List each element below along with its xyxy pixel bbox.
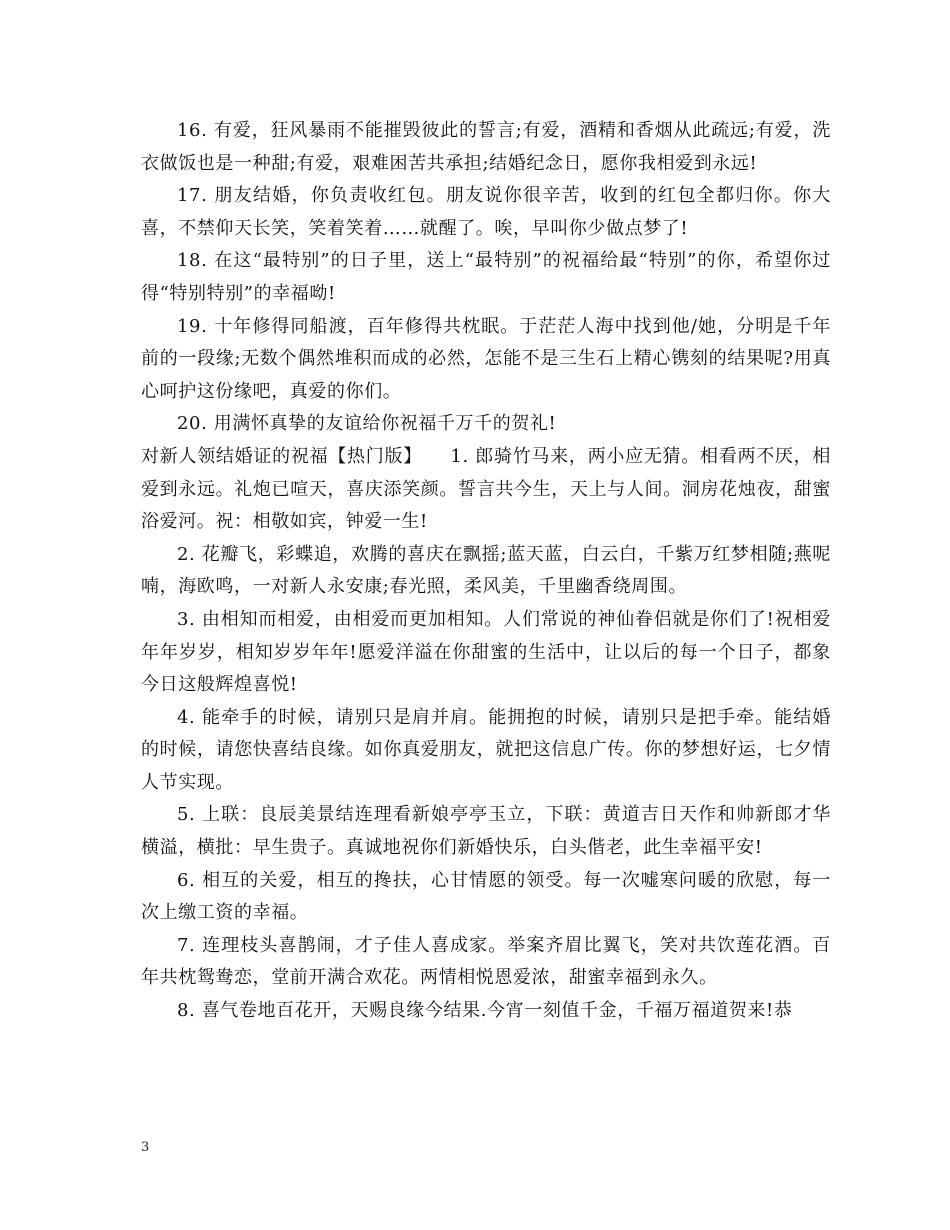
paragraph-18: 18. 在这“最特别”的日子里，送上“最特别”的祝福给最“特别”的你，希望你过得“特别特别”的幸福呦! (141, 250, 831, 304)
paragraph-4: 4. 能牵手的时候，请别只是肩并肩。能拥抱的时候，请别只是把手牵。能结婚的时候，请您快喜结良缘。如你真爱朋友，就把这信息广传。你的梦想好运，七夕情人节实现。 (141, 706, 831, 793)
paragraph-20: 20. 用满怀真挚的友谊给你祝福千万千的贺礼! (177, 413, 557, 435)
document-body (141, 115, 831, 1028)
page-number: 3 (141, 1140, 150, 1155)
paragraph-6: 6. 相互的关爱，相互的搀扶，心甘情愿的领受。每一次嘘寒问暖的欣慰，每一次上缴工资的幸福。 (141, 869, 831, 924)
section-heading-paragraph-1: 对新人领结婚证的祝福【热门版】 1. 郎骑竹马来，两小应无猜。相看两不厌，相爱到永远。礼炮已喧天，喜庆添笑颜。誓言共今生，天上与人间。洞房花烛夜，甜蜜浴爱河。祝：相敬如宾，钟爱一生! (141, 445, 831, 533)
paragraph-8: 8. 喜气卷地百花开，天赐良缘今结果.今宵一刻值千金，千福万福道贺来!恭 (177, 1000, 793, 1022)
paragraph-3: 3. 由相知而相爱，由相爱而更加相知。人们常说的神仙眷侣就是你们了!祝相爱年年岁岁，相知岁岁年年!愿爱洋溢在你甜蜜的生活中，让以后的每一个日子，都象今日这般辉煌喜悦! (141, 608, 831, 696)
paragraph-7: 7. 连理枝头喜鹊闹，才子佳人喜成家。举案齐眉比翼飞，笑对共饮莲花酒。百年共枕鸳鸯恋，堂前开满合欢花。两情相悦恩爱浓，甜蜜幸福到永久。 (141, 934, 831, 989)
paragraph-17: 17. 朋友结婚，你负责收红包。朋友说你很辛苦，收到的红包全都归你。你大喜，不禁仰天长笑，笑着笑着……就醒了。唉，早叫你少做点梦了! (141, 185, 831, 239)
paragraph-2: 2. 花瓣飞，彩蝶追，欢腾的喜庆在飘摇;蓝天蓝，白云白，千紫万红梦相随;燕呢喃，海欧鸣，一对新人永安康;春光照，柔风美，千里幽香绕周围。 (141, 543, 831, 598)
paragraph-5: 5. 上联：良辰美景结连理看新娘亭亭玉立，下联：黄道吉日天作和帅新郎才华横溢，横批：早生贵子。真诚地祝你们新婚快乐，白头偕老，此生幸福平安! (141, 804, 831, 859)
paragraph-16: 16. 有爱，狂风暴雨不能摧毁彼此的誓言;有爱，酒精和香烟从此疏远;有爱，洗衣做饭也是一种甜;有爱，艰难困苦共承担;结婚纪念日，愿你我相爱到永远! (141, 120, 831, 174)
paragraph-19: 19. 十年修得同船渡，百年修得共枕眠。于茫茫人海中找到他/她，分明是千年前的一段缘;无数个偶然堆积而成的必然，怎能不是三生石上精心镌刻的结果呢?用真心呵护这份缘吧，真爱的你们。 (141, 315, 831, 402)
